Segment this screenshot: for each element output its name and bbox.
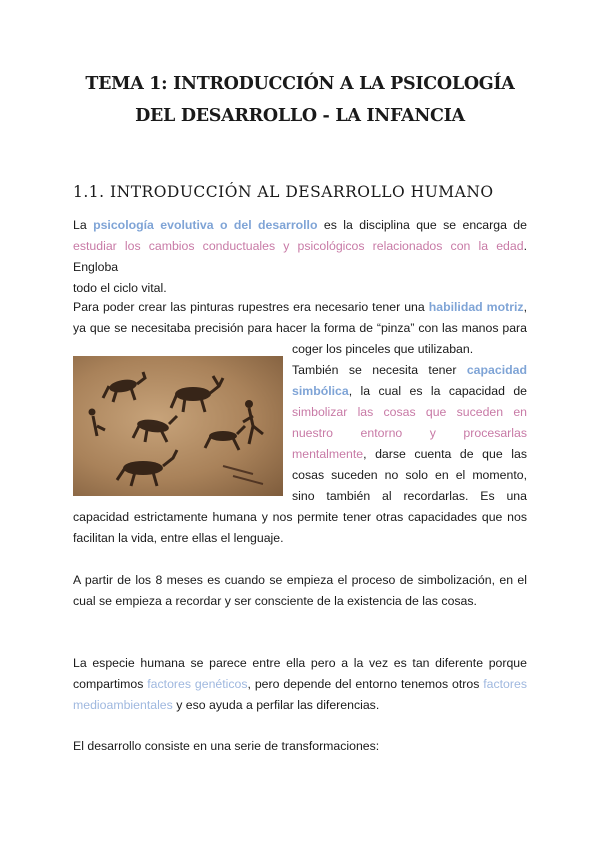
- paragraph-simbolizacion: [73, 570, 527, 612]
- p4-line-2: cual se empieza a recordar y ser consciente de la existencia de las cosas.: [73, 594, 477, 608]
- p1-line-2: [73, 236, 527, 278]
- term-habilidad-motriz: habilidad motriz: [428, 300, 524, 314]
- p3-text: , darse cuenta de que las: [363, 447, 527, 461]
- term-simbolica: simbólica: [292, 384, 349, 398]
- p2-text: ,: [523, 300, 527, 314]
- p3-line-4: nuestro entorno y procesarlas: [292, 426, 527, 440]
- highlight-cambios: estudiar los cambios conductuales y psicológicos relacionados con la edad: [73, 239, 524, 253]
- p5-text: , pero depende del entorno tenemos otros: [247, 677, 484, 691]
- paragraph-habilidad-motriz: [73, 297, 527, 339]
- paragraph-transformaciones: [73, 736, 527, 757]
- p6-line-1: El desarrollo consiste en una serie de transformaciones:: [73, 739, 380, 753]
- p3-line-2: [292, 381, 527, 402]
- document-title: [60, 68, 540, 132]
- p3-line-8: capacidad estrictamente humana y nos permite tener otras capacidades que nos: [73, 510, 527, 524]
- p1-text: es la disciplina que se encarga de: [317, 218, 527, 232]
- paragraph-capacidad-simbolica: [292, 360, 527, 507]
- p3-line-7: sino también al recordarlas. Es una: [292, 489, 527, 503]
- highlight-mentalmente: mentalmente: [292, 447, 364, 461]
- p3-line-9: facilitan la vida, entre ellas el lenguaje.: [73, 531, 284, 545]
- cave-painting-figures: [73, 356, 283, 496]
- term-factores-geneticos: factores genéticos: [147, 677, 248, 691]
- section-heading: 1.1. INTRODUCCIÓN AL DESARROLLO HUMANO: [73, 183, 494, 201]
- p5-line-2: [73, 674, 527, 695]
- p1-text: La: [73, 218, 94, 232]
- p3-line-3: simbolizar las cosas que suceden en: [292, 405, 527, 419]
- p2-line-1: [73, 297, 527, 318]
- p5-text: y eso ayuda a perfilar las diferencias.: [172, 698, 380, 712]
- paragraph-capacidad-simbolica-end: [73, 507, 527, 549]
- term-psicologia-evolutiva: psicología evolutiva o del desarrollo: [93, 218, 318, 232]
- paragraph-definition: [73, 215, 527, 299]
- p1-line-3: todo el ciclo vital.: [73, 281, 167, 295]
- cave-painting-image: [73, 356, 283, 496]
- p2-text: Para poder crear las pinturas rupestres era necesario tener una: [73, 300, 429, 314]
- p3-line-6: cosas suceden no solo en el momento,: [292, 468, 527, 482]
- p1-text: . Engloba: [73, 239, 527, 274]
- title-line-1: TEMA 1: INTRODUCCIÓN A LA PSICOLOGÍA: [85, 74, 515, 94]
- p5-text: compartimos: [73, 677, 148, 691]
- p2-line-2: ya que se necesitaba precisión para hacer la forma de “pinza” con las manos para: [73, 321, 527, 335]
- p2-line-3: coger los pinceles que utilizaban.: [292, 342, 474, 356]
- term-capacidad: capacidad: [466, 363, 527, 377]
- term-medioambientales: medioambientales: [73, 698, 173, 712]
- p5-line-3: [73, 695, 527, 716]
- p4-line-1: A partir de los 8 meses es cuando se empieza el proceso de simbolización, en el: [73, 573, 527, 587]
- p3-text: También se necesita tener: [292, 363, 467, 377]
- p3-text: , la cual es la capacidad de: [348, 384, 527, 398]
- paragraph-especie-humana: [73, 653, 527, 716]
- title-line-2: DEL DESARROLLO - LA INFANCIA: [135, 106, 465, 126]
- p3-line-1: [292, 360, 527, 381]
- p5-line-1: La especie humana se parece entre ella pero a la vez es tan diferente porque: [73, 656, 527, 670]
- term-factores: factores: [483, 677, 527, 691]
- p3-line-5: [292, 444, 527, 465]
- p1-line-1: [73, 215, 527, 236]
- paragraph-habilidad-motriz-end: [292, 339, 527, 360]
